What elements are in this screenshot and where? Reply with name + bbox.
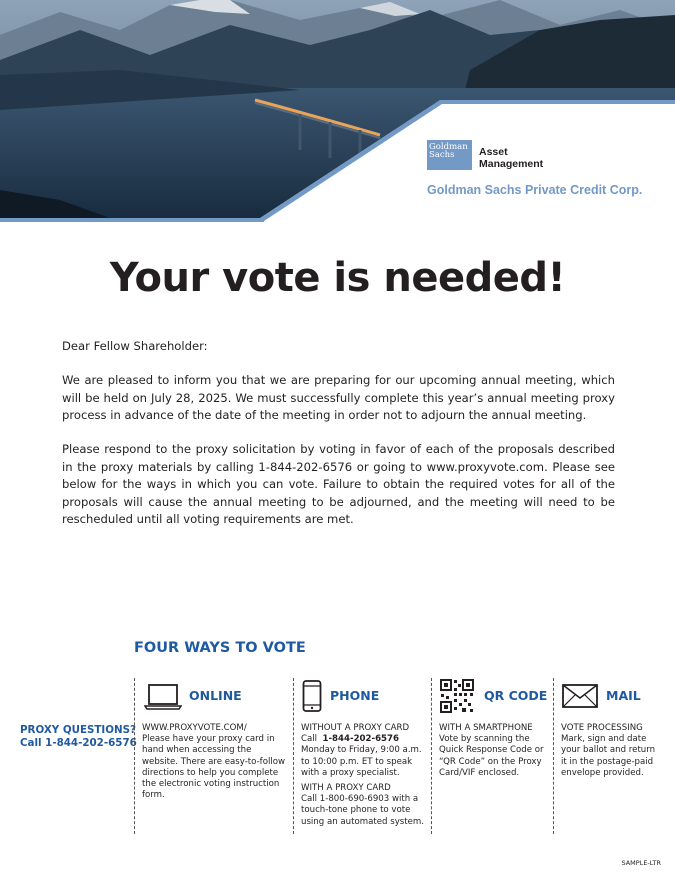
letter-greeting: Dear Fellow Shareholder: — [62, 339, 208, 353]
asset-management-label — [479, 146, 543, 170]
phone-number[interactable]: 1-844-202-6576 — [322, 734, 399, 745]
ways-to-vote-heading: FOUR WAYS TO VOTE — [134, 640, 306, 656]
online-url[interactable]: WWW.PROXYVOTE.COM/ — [142, 723, 247, 733]
phone-call-prefix: Call — [301, 734, 318, 745]
proxy-questions — [20, 724, 137, 749]
phone-details — [301, 723, 427, 828]
smartphone-icon — [302, 680, 322, 712]
laptop-icon — [144, 684, 182, 710]
qr-code-label: QR CODE — [484, 688, 548, 703]
phone-without-card-label: WITHOUT A PROXY CARD — [301, 723, 410, 733]
vote-method-phone — [293, 678, 428, 834]
proxy-questions-phone: Call 1-844-202-6576 — [20, 736, 137, 749]
goldman-sachs-logo — [427, 140, 472, 170]
online-instructions: Please have your proxy card in hand when accessing the website. There are easy-to-follow directions to help you complete the electronic voting instruction form. — [142, 734, 286, 801]
page-title: Your vote is needed! — [109, 255, 566, 301]
mail-label: MAIL — [606, 688, 641, 703]
logo-mark-line1: Goldman — [429, 142, 468, 152]
letter-paragraph-2: Please respond to the proxy solicitation by voting in favor of each of the proposals described in the proxy materials by calling 1-844-202-6576 or going to www.proxyvote.com. Please see below for the ways in which you can vote. Failure to obtain the required votes for all of the proposals will cause the annual meeting to be adjourned, and the meeting will need to be rescheduled until all voting requirements are met. — [62, 442, 615, 526]
logo-text-line2: Management — [479, 158, 544, 170]
vote-method-qr — [431, 678, 549, 834]
footer-code: SAMPLE-LTR — [621, 859, 661, 867]
mail-details — [561, 723, 661, 779]
qr-code-icon — [440, 679, 474, 713]
logo-text-line1: Asset — [479, 146, 508, 158]
qr-details — [439, 723, 549, 779]
online-details — [142, 723, 287, 801]
qr-smartphone-label: WITH A SMARTPHONE — [439, 723, 533, 733]
brand-line: Goldman Sachs Private Credit Corp. — [427, 183, 643, 197]
mail-processing-label: VOTE PROCESSING — [561, 723, 643, 733]
phone-call-line — [301, 734, 427, 745]
letter-paragraph-1: We are pleased to inform you that we are preparing for our upcoming annual meeting, which will be held on July 28, 2025. We must successfully complete this year’s annual meeting proxy process in advance of the date of the meeting in order not to adjourn the annual meeting. — [62, 373, 615, 422]
qr-instructions: Vote by scanning the Quick Response Code or “QR Code” on the Proxy Card/VIF enclosed. — [439, 734, 544, 778]
phone-hours: Monday to Friday, 9:00 a.m. to 10:00 p.m. ET to speak with a proxy specialist. — [301, 745, 422, 778]
logo-mark-line2: Sachs — [429, 150, 455, 160]
mail-instructions: Mark, sign and date your ballot and return it in the postage-paid envelope provided. — [561, 734, 656, 778]
phone-with-card-label: WITH A PROXY CARD — [301, 783, 391, 794]
proxy-questions-label: PROXY QUESTIONS? — [20, 724, 137, 736]
phone-automated-text: Call 1-800-690-6903 with a touch-tone phone to vote using an automated system. — [301, 794, 425, 827]
vote-method-mail — [553, 678, 663, 834]
vote-method-online — [134, 678, 289, 834]
online-label: ONLINE — [189, 688, 242, 703]
phone-label: PHONE — [330, 688, 380, 703]
envelope-icon — [562, 684, 598, 708]
